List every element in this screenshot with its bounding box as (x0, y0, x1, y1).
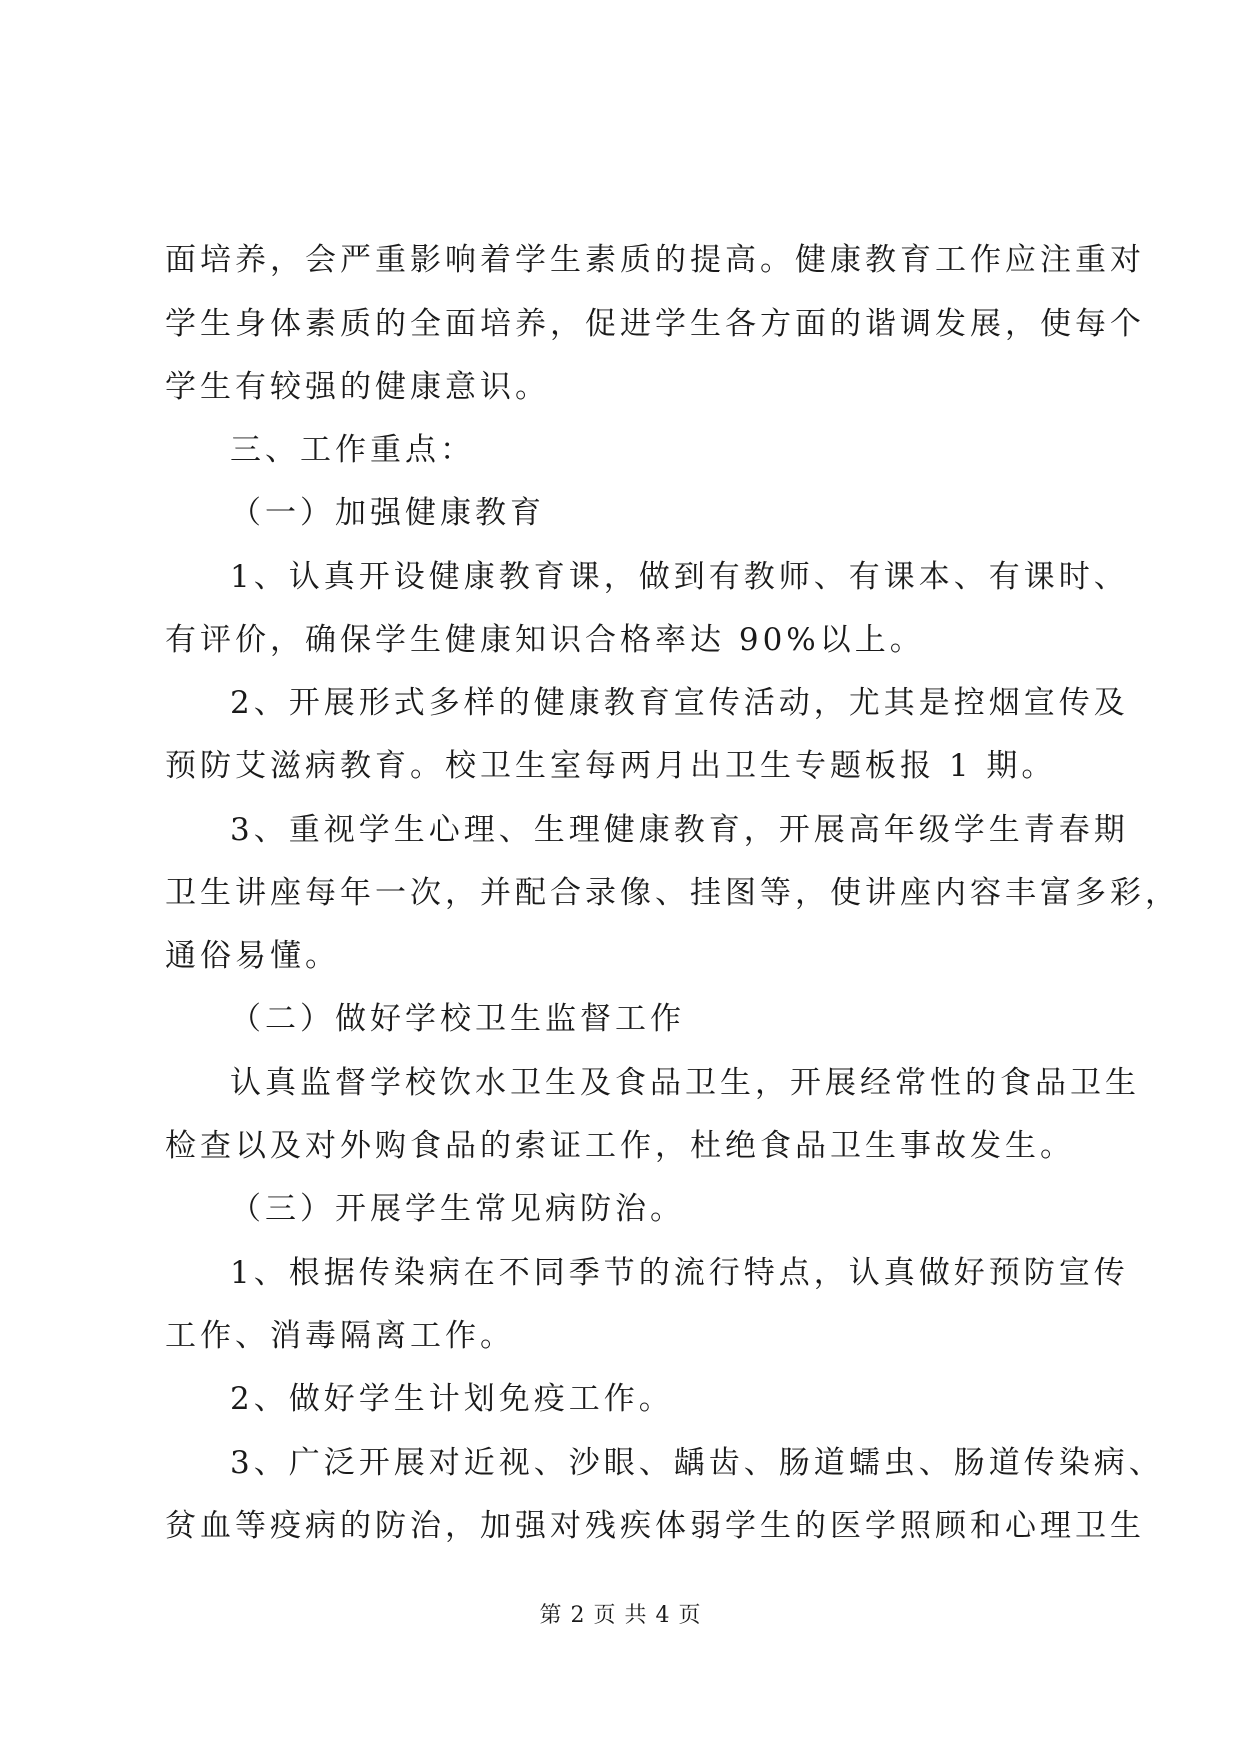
text-line: 3、重视学生心理、生理健康教育，开展高年级学生青春期 (230, 812, 1129, 848)
text-line: 通俗易懂。 (165, 938, 340, 974)
subsection-heading: （一）加强健康教育 (230, 495, 545, 531)
text-line: 检查以及对外购食品的索证工作，杜绝食品卫生事故发生。 (165, 1128, 1075, 1164)
text-line: 认真监督学校饮水卫生及食品卫生，开展经常性的食品卫生 (230, 1065, 1140, 1101)
page-number-footer: 第 2 页 共 4 页 (539, 1603, 702, 1628)
section-heading: 三、工作重点： (230, 432, 475, 468)
text-line: 学生有较强的健康意识。 (165, 369, 550, 405)
text-line: 卫生讲座每年一次，并配合录像、挂图等，使讲座内容丰富多彩， (165, 875, 1180, 911)
text-line: 学生身体素质的全面培养，促进学生各方面的谐调发展，使每个 (165, 306, 1145, 342)
text-line: 贫血等疫病的防治，加强对残疾体弱学生的医学照顾和心理卫生 (165, 1508, 1145, 1544)
text-line: 3、广泛开展对近视、沙眼、龋齿、肠道蠕虫、肠道传染病、 (230, 1445, 1164, 1481)
text-line: 面培养，会严重影响着学生素质的提高。健康教育工作应注重对 (165, 242, 1145, 278)
subsection-heading: （三）开展学生常见病防治。 (230, 1191, 685, 1227)
text-line: 2、做好学生计划免疫工作。 (230, 1381, 674, 1417)
text-line: 工作、消毒隔离工作。 (165, 1318, 515, 1354)
text-line: 预防艾滋病教育。校卫生室每两月出卫生专题板报 1 期。 (165, 748, 1057, 784)
text-line: 2、开展形式多样的健康教育宣传活动，尤其是控烟宣传及 (230, 685, 1129, 721)
text-line: 有评价，确保学生健康知识合格率达 90%以上。 (165, 622, 925, 658)
text-line: 1、认真开设健康教育课，做到有教师、有课本、有课时、 (230, 559, 1129, 595)
text-line: 1、根据传染病在不同季节的流行特点，认真做好预防宣传 (230, 1255, 1129, 1291)
subsection-heading: （二）做好学校卫生监督工作 (230, 1001, 685, 1037)
